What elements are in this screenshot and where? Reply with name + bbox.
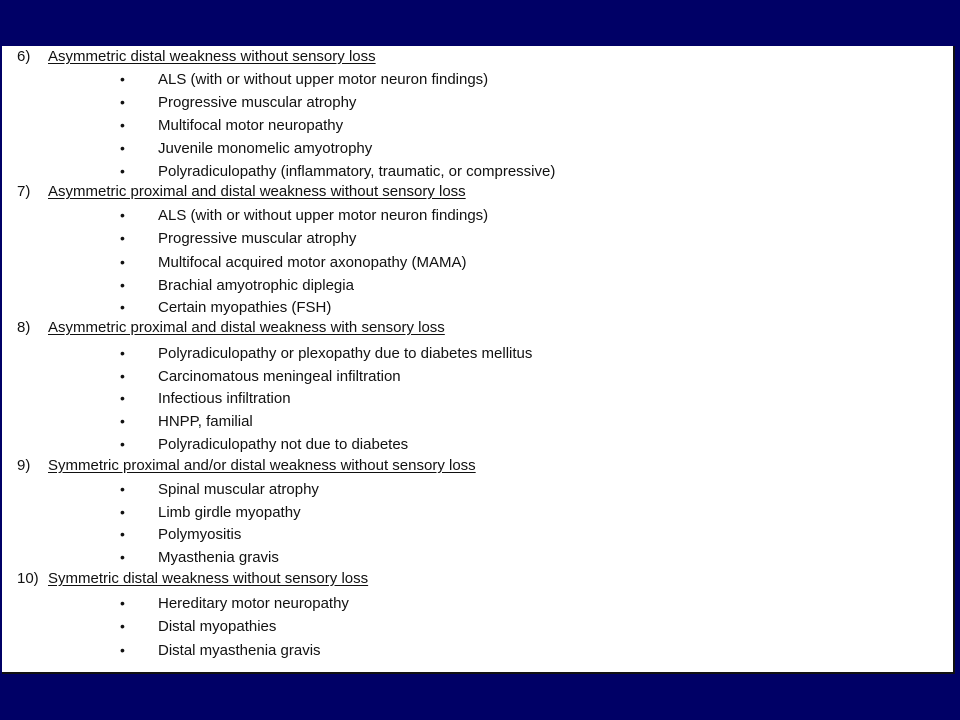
section-heading <box>17 457 476 475</box>
bullet-icon: • <box>120 390 125 406</box>
bullet-icon: • <box>120 504 125 520</box>
bullet-icon: • <box>120 549 125 565</box>
bullet-icon: • <box>120 254 125 270</box>
section-number: 10) <box>17 570 39 587</box>
section-heading <box>17 319 445 337</box>
list-item <box>120 525 241 544</box>
list-item-text: Certain myopathies (FSH) <box>158 299 332 316</box>
list-item-text: Polymyositis <box>158 526 242 543</box>
bullet-icon: • <box>120 368 125 384</box>
bullet-icon: • <box>120 163 125 179</box>
list-item-text: Limb girdle myopathy <box>158 504 301 521</box>
bullet-icon: • <box>120 230 125 246</box>
section-title: Symmetric distal weakness without sensory loss <box>48 570 369 587</box>
list-item-text: Multifocal motor neuropathy <box>158 117 344 134</box>
list-item-text: ALS (with or without upper motor neuron findings) <box>158 207 489 224</box>
list-item-text: Distal myasthenia gravis <box>158 642 321 659</box>
list-item <box>120 480 319 499</box>
list-item <box>120 70 488 89</box>
section-number: 9) <box>17 457 31 474</box>
list-item-text: Multifocal acquired motor axonopathy (MAMA) <box>158 254 467 271</box>
section-heading <box>17 570 368 588</box>
list-item <box>120 93 356 112</box>
list-item-text: Polyradiculopathy (inflammatory, traumatic, or compressive) <box>158 163 556 180</box>
bullet-icon: • <box>120 526 125 542</box>
list-item-text: Polyradiculopathy or plexopathy due to diabetes mellitus <box>158 345 533 362</box>
section-title: Symmetric proximal and/or distal weakness without sensory loss <box>48 457 476 474</box>
list-item <box>120 298 331 317</box>
list-item <box>120 412 253 431</box>
list-item-text: Polyradiculopathy not due to diabetes <box>158 436 409 453</box>
bullet-icon: • <box>120 436 125 452</box>
section-number: 7) <box>17 183 31 200</box>
list-item <box>120 276 354 295</box>
section-number: 6) <box>17 48 31 65</box>
section-number: 8) <box>17 319 31 336</box>
list-item <box>120 503 301 522</box>
bullet-icon: • <box>120 642 125 658</box>
bullet-icon: • <box>120 299 125 315</box>
list-item-text: ALS (with or without upper motor neuron findings) <box>158 71 489 88</box>
list-item <box>120 206 488 225</box>
list-item <box>120 162 555 181</box>
bullet-icon: • <box>120 117 125 133</box>
bullet-icon: • <box>120 71 125 87</box>
bullet-icon: • <box>120 94 125 110</box>
list-item <box>120 229 356 248</box>
section-heading <box>17 48 376 66</box>
list-item <box>120 594 349 613</box>
section-title: Asymmetric distal weakness without sensory loss <box>48 48 376 65</box>
bullet-icon: • <box>120 207 125 223</box>
section-title: Asymmetric proximal and distal weakness without sensory loss <box>48 183 466 200</box>
bullet-icon: • <box>120 277 125 293</box>
list-item-text: Spinal muscular atrophy <box>158 481 319 498</box>
list-item <box>120 253 466 272</box>
list-item <box>120 641 321 660</box>
list-item <box>120 435 408 454</box>
list-item-text: Brachial amyotrophic diplegia <box>158 277 354 294</box>
list-item <box>120 389 291 408</box>
list-item <box>120 139 372 158</box>
bullet-icon: • <box>120 618 125 634</box>
list-item-text: Infectious infiltration <box>158 390 291 407</box>
list-item-text: Progressive muscular atrophy <box>158 94 357 111</box>
slide-top-band <box>0 0 960 46</box>
list-item <box>120 617 276 636</box>
document-page <box>2 46 955 674</box>
bullet-icon: • <box>120 481 125 497</box>
bullet-icon: • <box>120 413 125 429</box>
section-heading <box>17 183 466 201</box>
list-item <box>120 116 343 135</box>
list-item-text: Hereditary motor neuropathy <box>158 595 349 612</box>
list-item-text: Distal myopathies <box>158 618 277 635</box>
bullet-icon: • <box>120 345 125 361</box>
section-title: Asymmetric proximal and distal weakness with sensory loss <box>48 319 445 336</box>
slide-bottom-band <box>0 676 960 720</box>
list-item-text: Juvenile monomelic amyotrophy <box>158 140 373 157</box>
list-item-text: HNPP, familial <box>158 413 253 430</box>
list-item <box>120 548 279 567</box>
list-item-text: Progressive muscular atrophy <box>158 230 357 247</box>
bullet-icon: • <box>120 140 125 156</box>
list-item-text: Carcinomatous meningeal infiltration <box>158 368 401 385</box>
list-item-text: Myasthenia gravis <box>158 549 279 566</box>
list-item <box>120 344 532 363</box>
list-item <box>120 367 401 386</box>
bullet-icon: • <box>120 595 125 611</box>
